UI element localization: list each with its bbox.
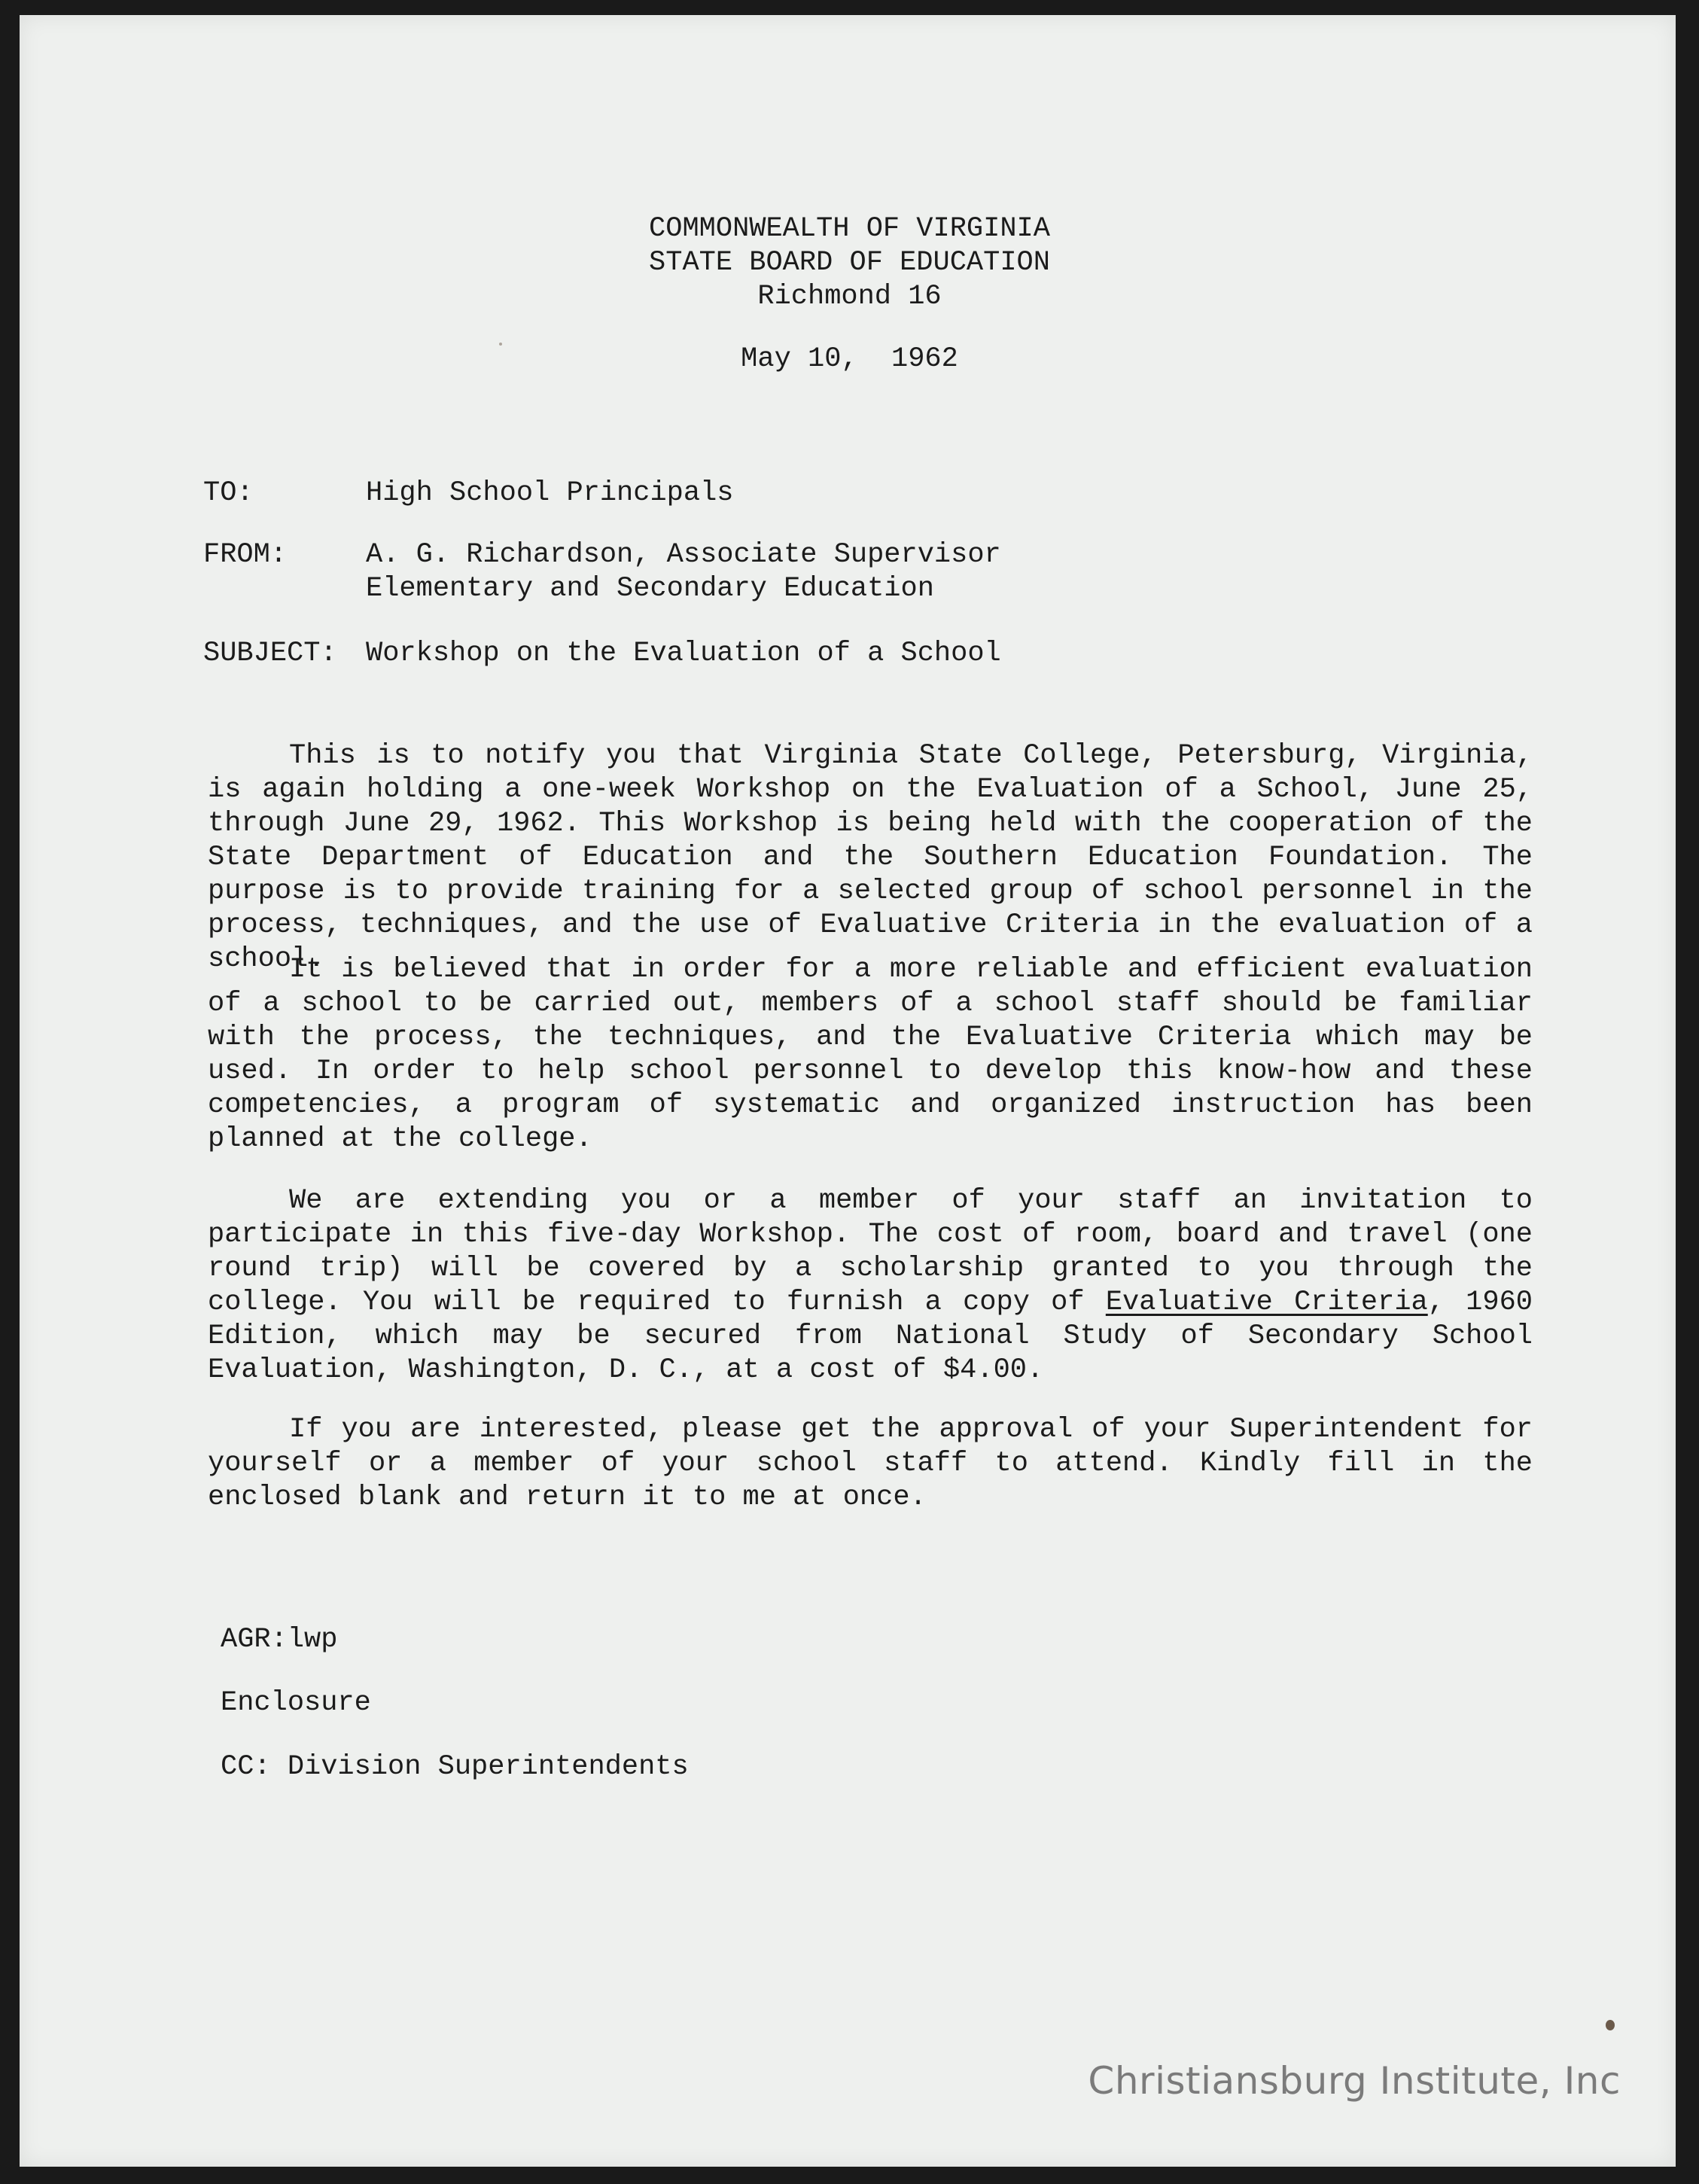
memo-from-value bbox=[366, 538, 1001, 606]
body-paragraph-3 bbox=[208, 1184, 1533, 1387]
typist-initials: AGR:lwp bbox=[221, 1624, 338, 1656]
archive-watermark: Christiansburg Institute, Inc bbox=[1088, 2059, 1621, 2103]
body-paragraph-4: If you are interested, please get the approval of your Superintendent for yourself or a member of your school staff to attend. Kindly fill in the enclosed blank and return it to me at once. bbox=[208, 1414, 1533, 1513]
memo-from-label: FROM: bbox=[203, 539, 288, 571]
body-paragraph-3-start: We are extending you or a member of your staff an invitation to participate in this five-day Workshop. The cost of room, board and travel (one round trip) will be covered by a scholarship granted to you through the college. You will be required to furnish a copy of bbox=[208, 1185, 1533, 1318]
memo-to-value: High School Principals bbox=[366, 477, 734, 509]
memo-subject-value: Workshop on the Evaluation of a School bbox=[366, 638, 1001, 669]
body-paragraph-2: It is believed that in order for a more reliable and efficient evaluation of a school to be carried out, members of a school staff should be familiar with the process, the techniques, and the Evaluative Criteria which may be used. In order to help school personnel to develop this know-how and these competencies, a program of systematic and organized instruction has been planned at the college. bbox=[208, 954, 1533, 1155]
body-paragraph-1: This is to notify you that Virginia State College, Petersburg, Virginia, is again holding a one-week Workshop on the Evaluation of a School, June 25, through June 29, 1962. This Workshop is being held with the cooperation of the State Department of Education and the Southern Education Foundation. The purpose is to provide training for a selected group of school personnel in the process, techniques, and the use of Evaluative Criteria in the evaluation of a school. bbox=[208, 740, 1533, 975]
memo-from-department: Elementary and Secondary Education bbox=[366, 573, 934, 605]
letterhead bbox=[0, 212, 1699, 314]
letterhead-board: STATE BOARD OF EDUCATION bbox=[649, 247, 1050, 279]
cc-line: CC: Division Superintendents bbox=[221, 1751, 689, 1783]
paper-speck bbox=[1606, 2020, 1615, 2030]
letter-date: May 10, 1962 bbox=[741, 343, 958, 375]
memo-to-row bbox=[203, 477, 733, 510]
memo-to-label: TO: bbox=[203, 477, 254, 509]
memo-from-row bbox=[203, 538, 1001, 606]
memo-from-name: A. G. Richardson, Associate Supervisor bbox=[366, 539, 1001, 571]
memo-subject-row bbox=[203, 637, 1001, 671]
enclosure-note: Enclosure bbox=[221, 1687, 371, 1719]
body-paragraph-3-end: , 1960 Edition, which may be secured from National Study of Secondary School Evaluation, Washington, D. C., at a cost of $4.00. bbox=[208, 1287, 1533, 1386]
letterhead-city: Richmond 16 bbox=[757, 281, 942, 312]
evaluative-criteria-title: Evaluative Criteria bbox=[1105, 1287, 1428, 1318]
memo-subject-label: SUBJECT: bbox=[203, 638, 337, 669]
paper-speck bbox=[499, 343, 502, 346]
letterhead-commonwealth: COMMONWEALTH OF VIRGINIA bbox=[649, 213, 1050, 245]
